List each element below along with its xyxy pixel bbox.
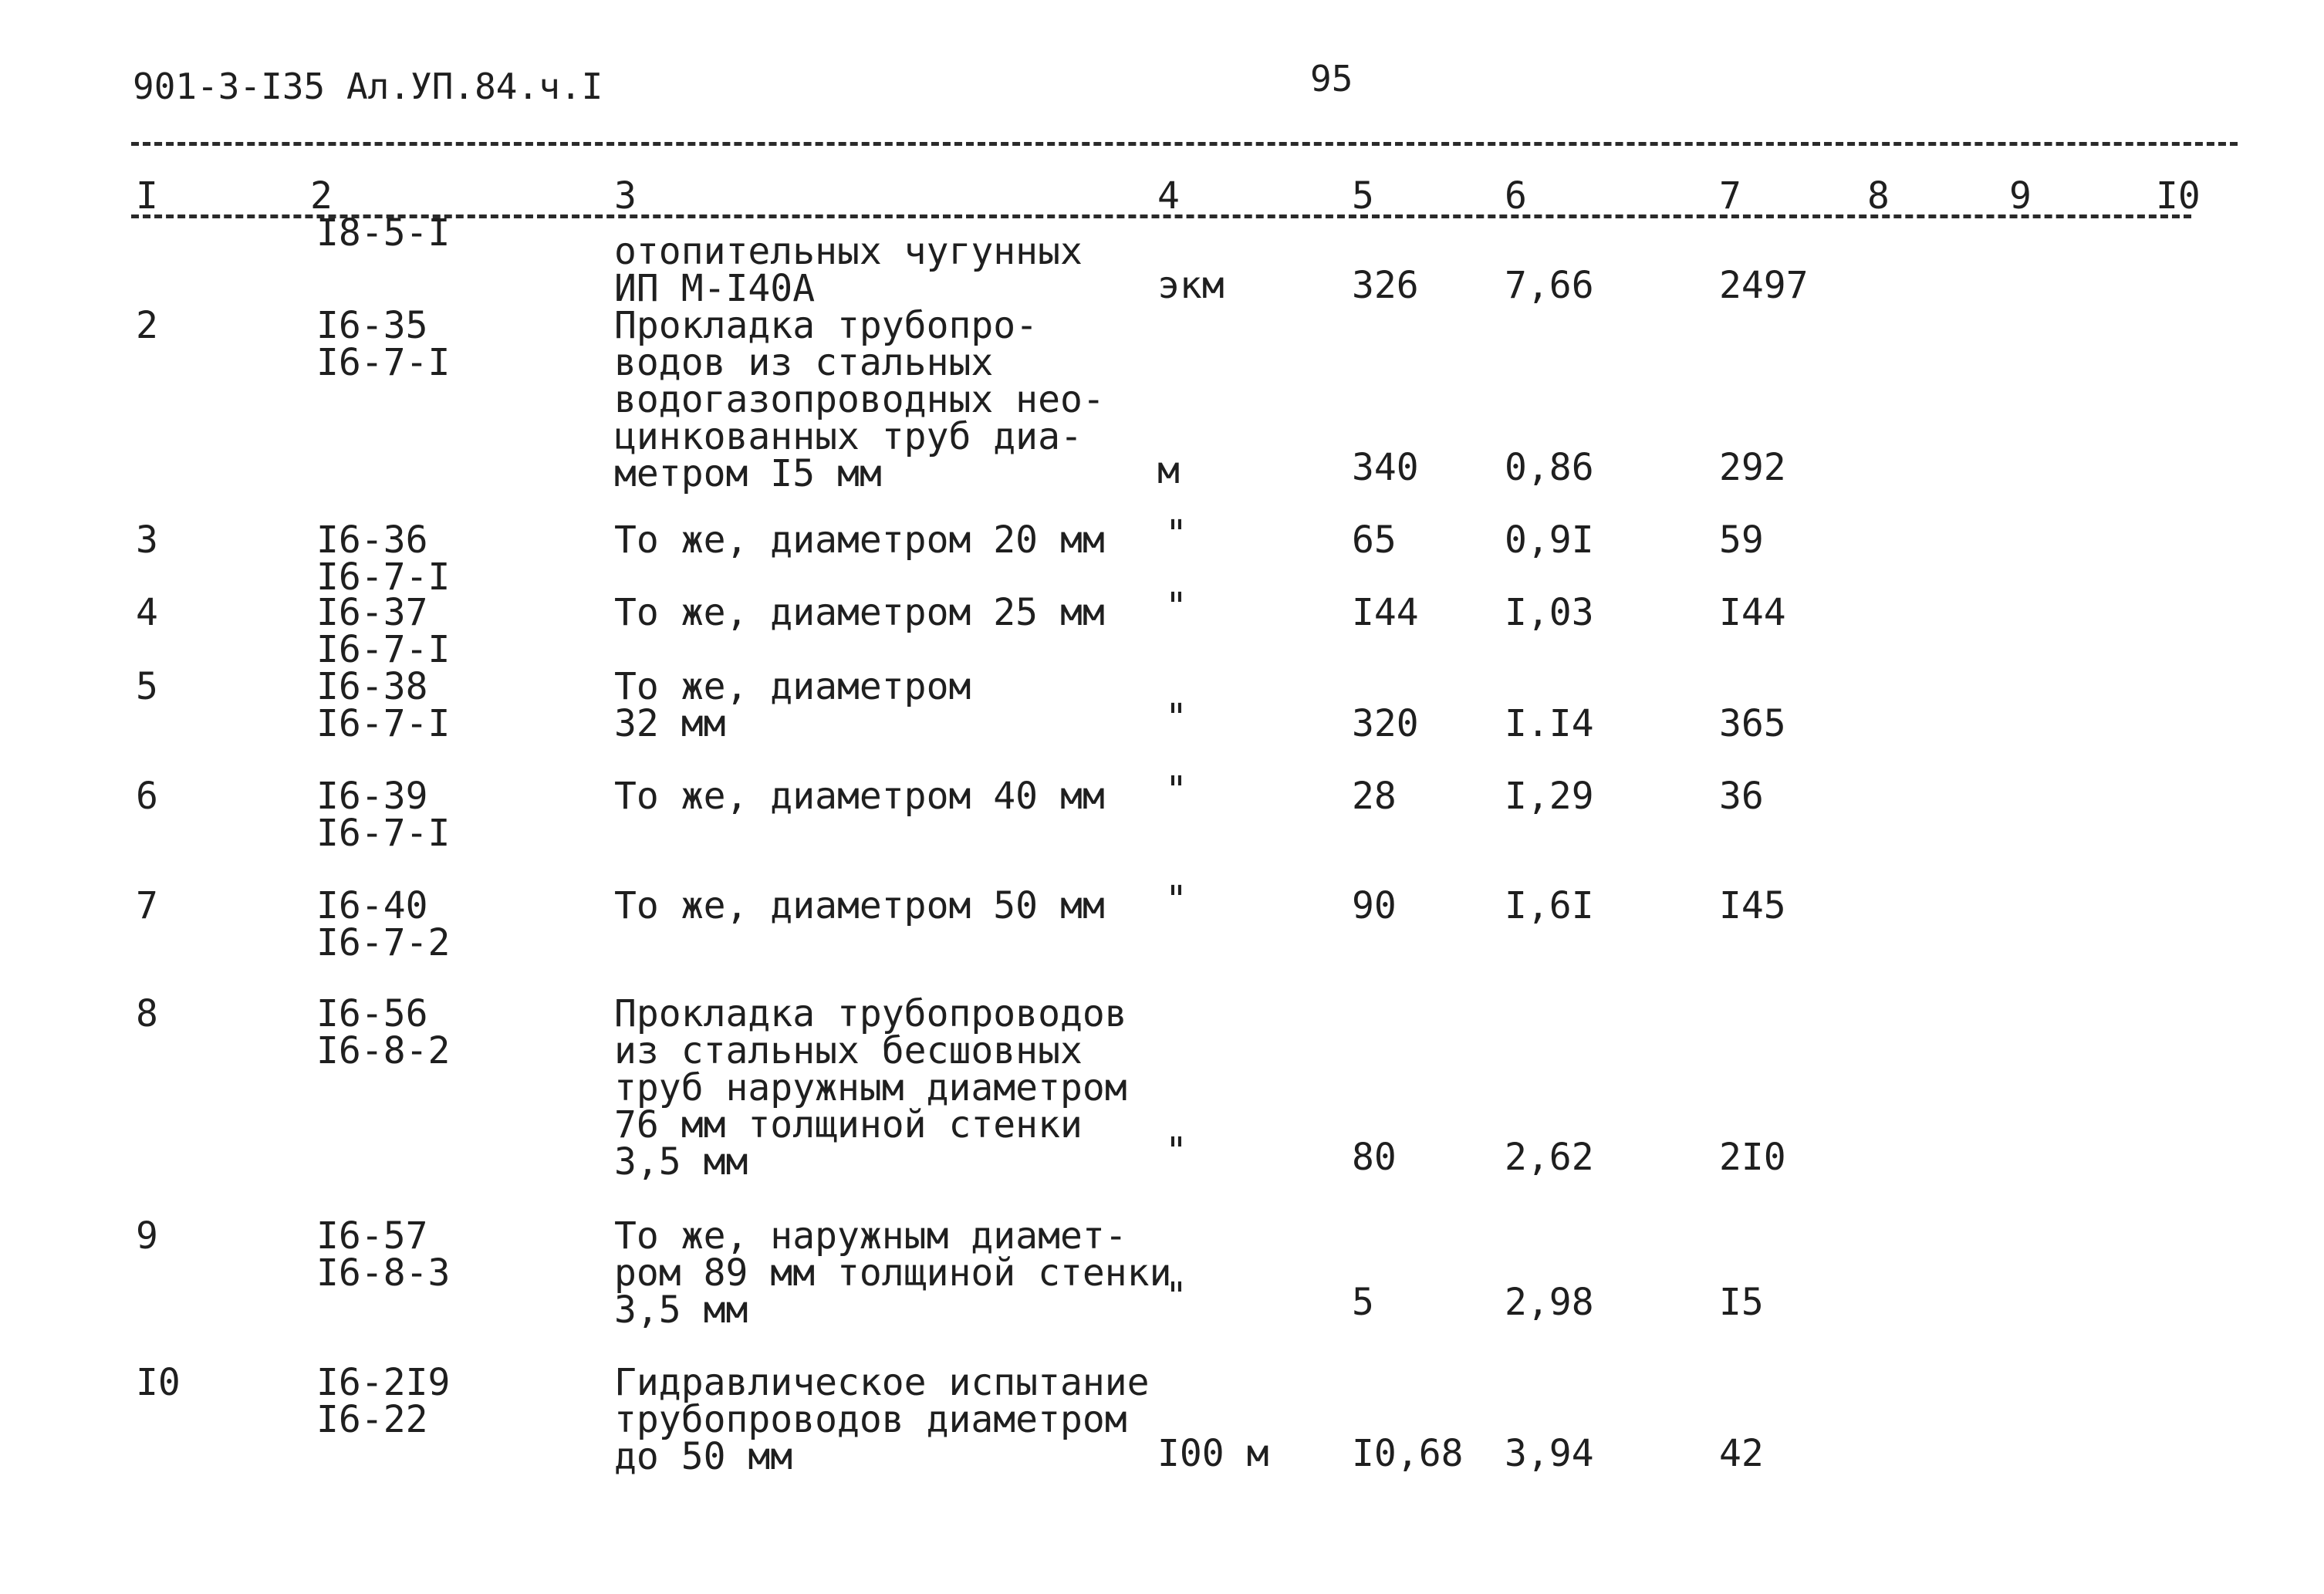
row8-code: I6-56 I6-8-2	[316, 992, 451, 1072]
row5-total: 365	[1719, 702, 1786, 745]
row2-total: 292	[1719, 446, 1786, 489]
row4-qty: I44	[1352, 591, 1419, 634]
row10-code: I6-2I9 I6-22	[316, 1361, 451, 1441]
row3-unit: "	[1165, 512, 1187, 556]
row4-total: I44	[1719, 591, 1786, 634]
row7-number: 7	[136, 884, 158, 927]
row10-total: 42	[1719, 1432, 1764, 1475]
row3-qty: 65	[1352, 518, 1397, 562]
row8-desc: Прокладка трубопроводов из стальных бесшовных труб наружным диаметром 76 мм толщиной стенки 3,5 мм	[614, 992, 1127, 1184]
row4-unit: "	[1165, 585, 1187, 628]
row8-price: 2,62	[1505, 1136, 1594, 1179]
row10-unit: I00 м	[1157, 1432, 1269, 1475]
row4-code: I6-37 I6-7-I	[316, 591, 451, 671]
row5-desc: То же, диаметром 32 мм	[614, 665, 971, 745]
col-header-8: 8	[1867, 174, 1890, 218]
row6-desc: То же, диаметром 40 мм	[614, 775, 1105, 818]
row9-desc: То же, наружным диамет- ром 89 мм толщиной стенки 3,5 мм	[614, 1214, 1172, 1332]
row10-price: 3,94	[1505, 1432, 1594, 1475]
row5-unit: "	[1165, 696, 1187, 739]
col-header-7: 7	[1719, 174, 1741, 218]
row1-unit: экм	[1157, 264, 1224, 307]
row6-price: I,29	[1505, 775, 1594, 818]
row1-code: I8-5-I	[316, 211, 451, 255]
row7-total: I45	[1719, 884, 1786, 927]
row3-desc: То же, диаметром 20 мм	[614, 518, 1105, 562]
row10-number: I0	[136, 1361, 181, 1404]
top-divider	[131, 142, 2238, 146]
row2-price: 0,86	[1505, 446, 1594, 489]
row6-total: 36	[1719, 775, 1764, 818]
row1-total: 2497	[1719, 264, 1809, 307]
row3-price: 0,9I	[1505, 518, 1594, 562]
row7-unit: "	[1165, 878, 1187, 921]
row5-qty: 320	[1352, 702, 1419, 745]
row9-total: I5	[1719, 1281, 1764, 1324]
row5-code: I6-38 I6-7-I	[316, 665, 451, 745]
row8-unit: "	[1165, 1130, 1187, 1173]
row6-code: I6-39 I6-7-I	[316, 775, 451, 855]
row9-unit: "	[1165, 1275, 1187, 1318]
row2-desc: Прокладка трубопро- водов из стальных водогазопроводных нео- цинкованных труб диа- метром I5 мм	[614, 304, 1105, 495]
row3-number: 3	[136, 518, 158, 562]
row2-unit: м	[1157, 449, 1180, 492]
row2-code: I6-35 I6-7-I	[316, 304, 451, 384]
col-header-3: 3	[614, 174, 637, 218]
col-header-10: I0	[2156, 174, 2201, 218]
row1-qty: 326	[1352, 264, 1419, 307]
col-header-9: 9	[2009, 174, 2032, 218]
row9-qty: 5	[1352, 1281, 1374, 1324]
page-number: 95	[1310, 58, 1353, 100]
row3-total: 59	[1719, 518, 1764, 562]
row1-desc: отопительных чугунных ИП М-I40А	[614, 230, 1083, 310]
row4-desc: То же, диаметром 25 мм	[614, 591, 1105, 634]
row7-code: I6-40 I6-7-2	[316, 884, 451, 964]
col-header-1: I	[136, 174, 158, 218]
row1-price: 7,66	[1505, 264, 1594, 307]
row6-unit: "	[1165, 768, 1187, 812]
row6-qty: 28	[1352, 775, 1397, 818]
row7-qty: 90	[1352, 884, 1397, 927]
row4-price: I,03	[1505, 591, 1594, 634]
col-header-4: 4	[1157, 174, 1180, 218]
row9-code: I6-57 I6-8-3	[316, 1214, 451, 1295]
document-code: 901-3-I35 Ал.УП.84.ч.I	[133, 66, 603, 107]
row7-desc: То же, диаметром 50 мм	[614, 884, 1105, 927]
row4-number: 4	[136, 591, 158, 634]
row6-number: 6	[136, 775, 158, 818]
row3-code: I6-36 I6-7-I	[316, 518, 451, 599]
col-header-5: 5	[1352, 174, 1374, 218]
row5-price: I.I4	[1505, 702, 1594, 745]
row10-qty: I0,68	[1352, 1432, 1464, 1475]
row8-number: 8	[136, 992, 158, 1035]
row10-desc: Гидравлическое испытание трубопроводов диаметром до 50 мм	[614, 1361, 1150, 1478]
col-header-2: 2	[310, 174, 333, 218]
row9-price: 2,98	[1505, 1281, 1594, 1324]
row8-total: 2I0	[1719, 1136, 1786, 1179]
row5-number: 5	[136, 665, 158, 708]
row2-number: 2	[136, 304, 158, 347]
row8-qty: 80	[1352, 1136, 1397, 1179]
row2-qty: 340	[1352, 446, 1419, 489]
col-header-6: 6	[1505, 174, 1527, 218]
row7-price: I,6I	[1505, 884, 1594, 927]
row9-number: 9	[136, 1214, 158, 1258]
